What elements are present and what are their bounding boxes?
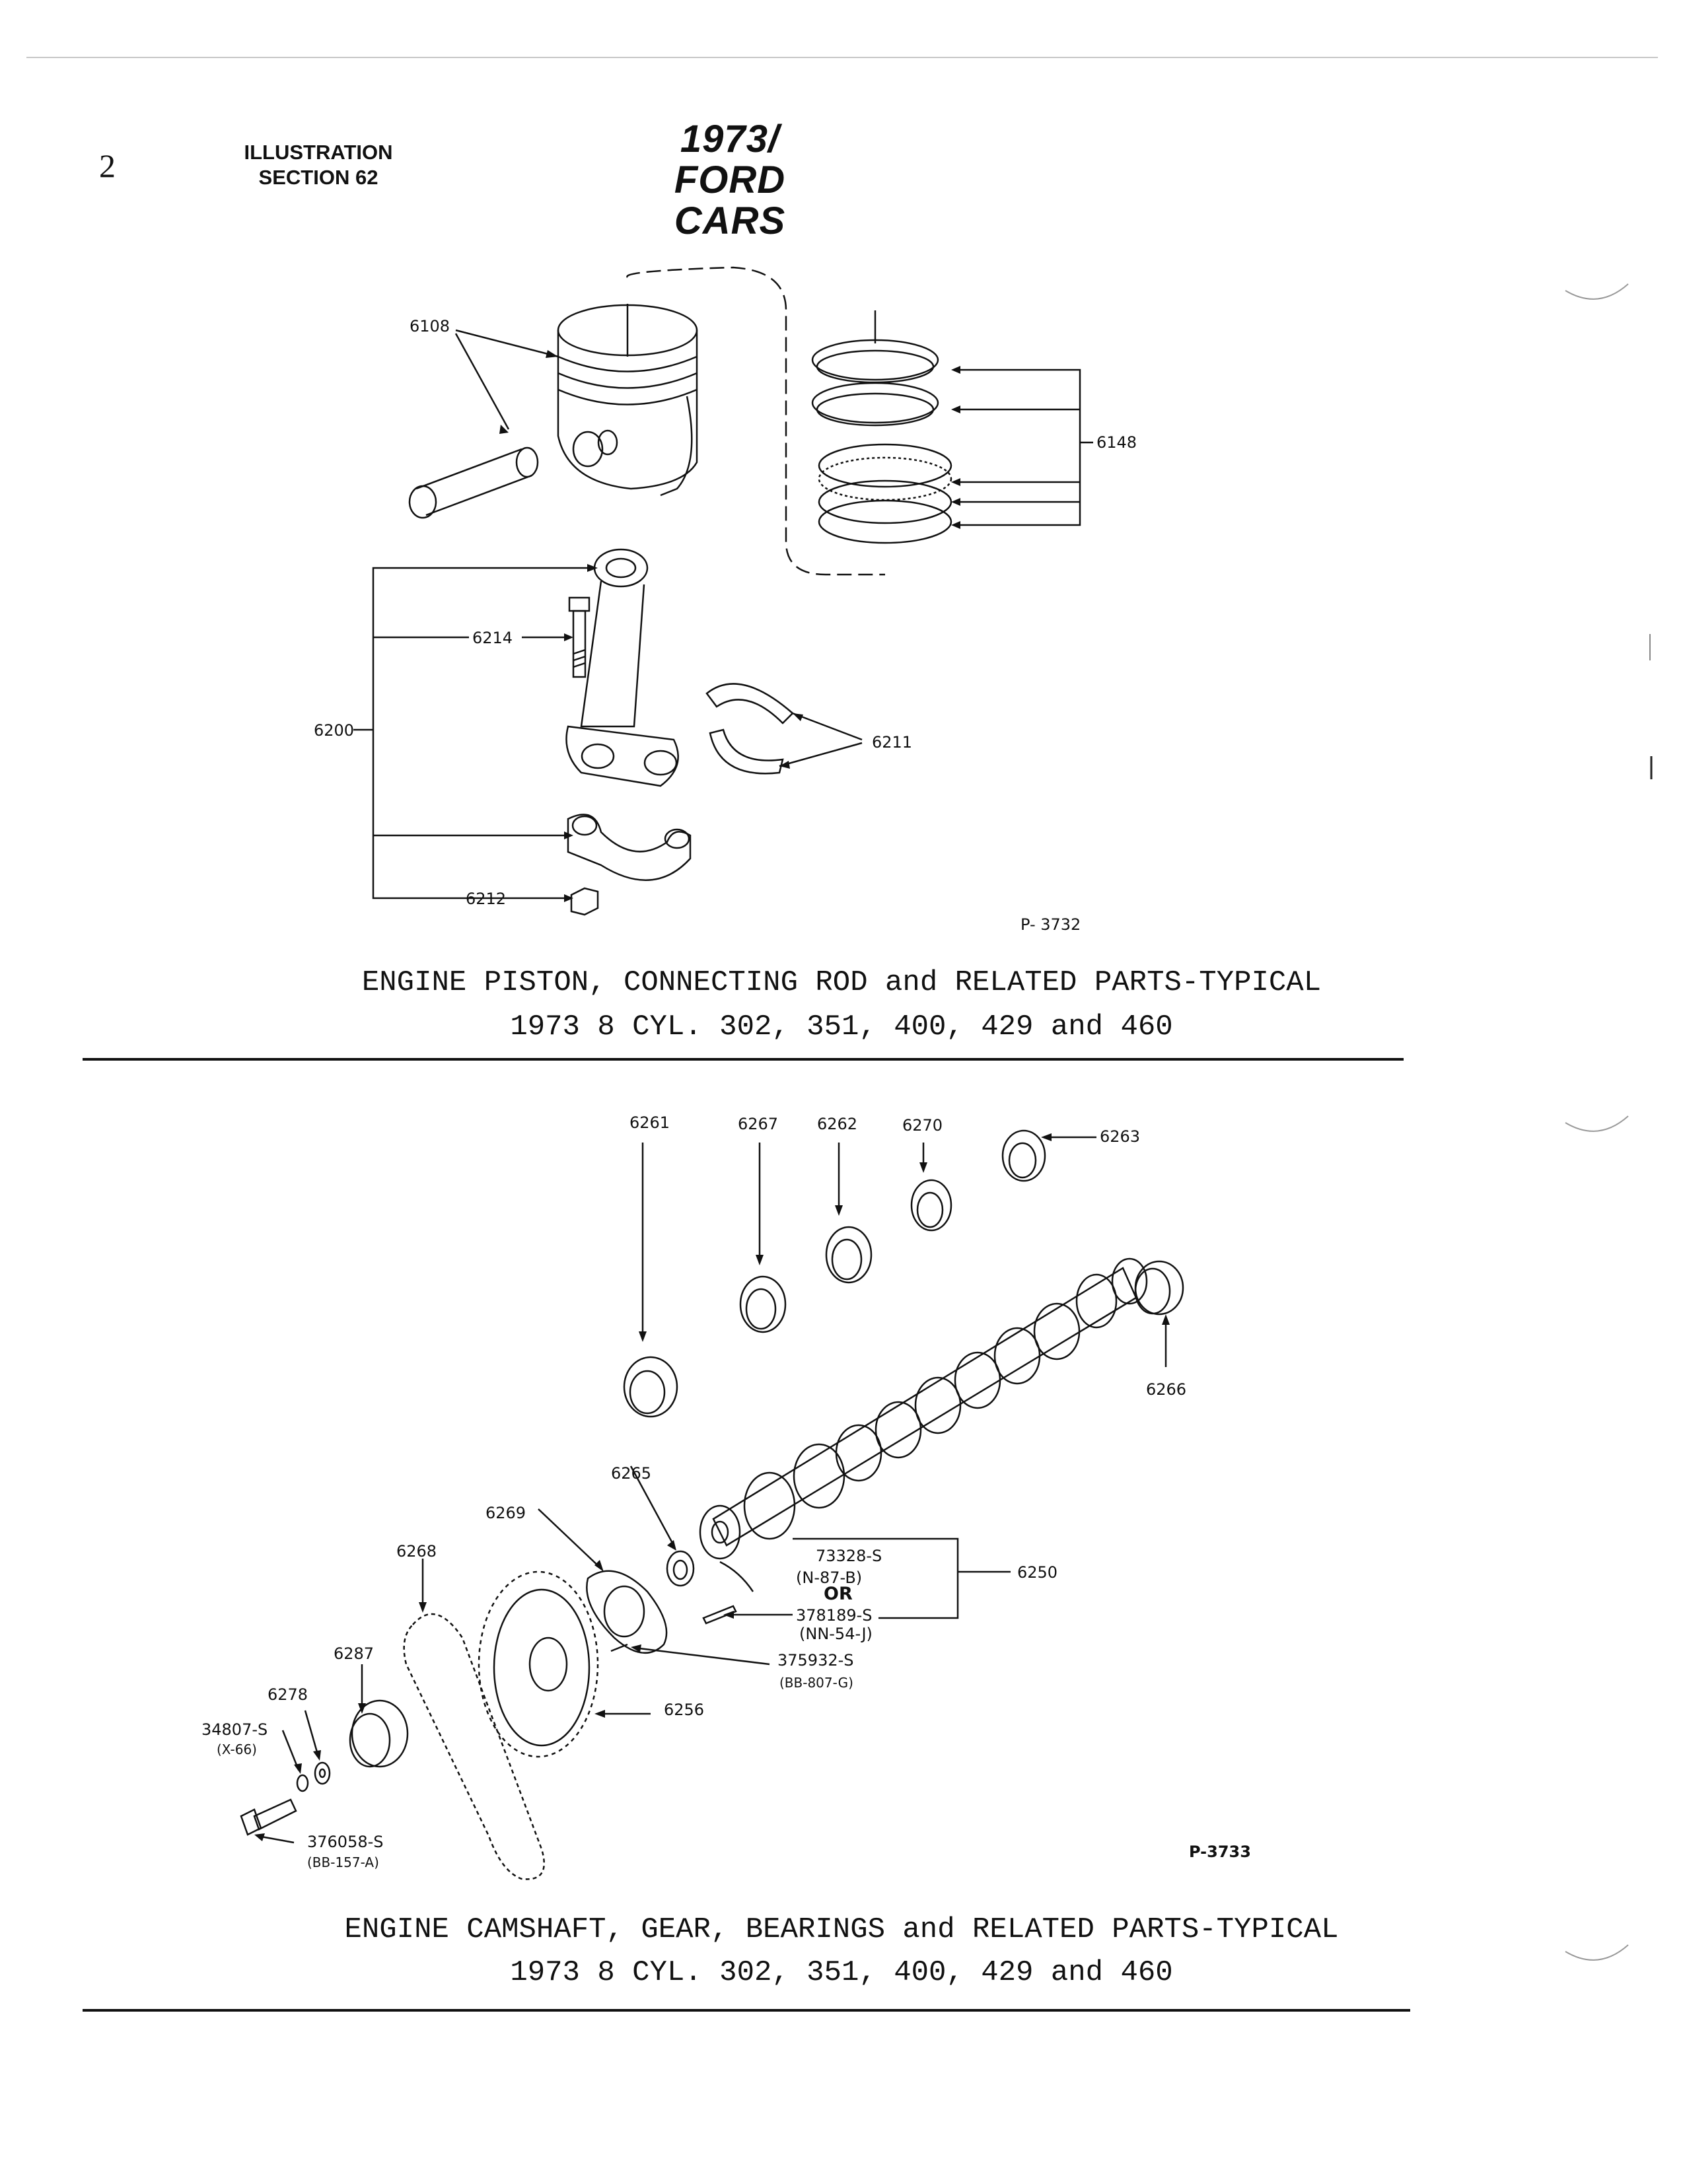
- thrust-plate-screw-drawing: [611, 1644, 770, 1664]
- label-6261: 6261: [629, 1113, 670, 1132]
- fuel-pump-eccentric-drawing: [350, 1664, 408, 1767]
- wrist-pin-drawing: [410, 448, 538, 518]
- bolt-washer-drawing: [283, 1730, 308, 1791]
- label-x-66: (X-66): [217, 1742, 257, 1757]
- spacer-washer-drawing: [305, 1710, 330, 1784]
- cam-bearing-callout-lines: [639, 1133, 1096, 1342]
- connecting-rod-drawing: [567, 549, 678, 786]
- thrust-washer-drawing: [631, 1466, 694, 1586]
- cam-bearings-drawing: [624, 1131, 1045, 1417]
- label-6250: 6250: [1017, 1563, 1058, 1582]
- label-nn-54-j: (NN-54-J): [799, 1625, 873, 1643]
- figure2-reference: P-3733: [1189, 1843, 1251, 1861]
- title-year: 1973/: [680, 118, 780, 160]
- label-375932-s: 375932-S: [777, 1651, 854, 1670]
- label-34807-s: 34807-S: [201, 1720, 268, 1739]
- label-6212: 6212: [466, 890, 507, 908]
- label-6269: 6269: [485, 1504, 526, 1522]
- timing-chain-drawing: [404, 1559, 544, 1879]
- label-6108: 6108: [410, 317, 450, 335]
- label-6214: 6214: [472, 629, 513, 647]
- key-locator-line: [720, 1562, 753, 1592]
- label-6270: 6270: [902, 1116, 943, 1135]
- label-6148: 6148: [1096, 433, 1137, 452]
- rod-cap-drawing: [568, 814, 690, 880]
- cam-plug-drawing: [1135, 1261, 1183, 1367]
- piston-drawing: [558, 304, 697, 495]
- rod-assembly-callout-lines: [353, 564, 598, 902]
- label-6200: 6200: [314, 721, 355, 740]
- label-378189-s: 378189-S: [796, 1606, 873, 1625]
- figure1-divider: [83, 1058, 1404, 1061]
- thrust-plate-drawing: [538, 1509, 666, 1653]
- label-6278: 6278: [268, 1685, 308, 1704]
- sprocket-bolt-drawing: [241, 1800, 296, 1843]
- label-bb-157-a: (BB-157-A): [307, 1854, 379, 1870]
- label-bb-807-g: (BB-807-G): [779, 1675, 853, 1691]
- figure-piston-rod-diagram: [0, 0, 1683, 991]
- page-number: 2: [99, 147, 116, 184]
- figure1-caption-line2: 1973 8 CYL. 302, 351, 400, 429 and 460: [510, 1010, 1173, 1043]
- label-376058-s: 376058-S: [307, 1833, 384, 1851]
- label-6211: 6211: [872, 733, 913, 752]
- figure2-caption-line1: ENGINE CAMSHAFT, GEAR, BEARINGS and RELATED PARTS-TYPICAL: [344, 1913, 1339, 1946]
- label-73328-s: 73328-S: [816, 1547, 882, 1565]
- piston-callout-lines: [456, 330, 558, 434]
- label-6256: 6256: [664, 1701, 705, 1719]
- camshaft-drawing: [700, 1259, 1147, 1559]
- binder-holes: [1552, 198, 1683, 2047]
- cam-sprocket-drawing: [479, 1572, 651, 1757]
- rings-callout-lines: [951, 366, 1093, 529]
- section-label: SECTION 62: [258, 166, 378, 189]
- label-6262: 6262: [817, 1115, 858, 1133]
- label-6263: 6263: [1100, 1127, 1141, 1146]
- label-6267: 6267: [738, 1115, 779, 1133]
- label-6266: 6266: [1146, 1380, 1187, 1399]
- title-make: FORD CARS: [674, 159, 786, 242]
- figure2-divider: [83, 2009, 1410, 2012]
- illustration-label: ILLUSTRATION: [244, 141, 393, 164]
- figure-camshaft-diagram: [0, 1070, 1683, 1961]
- figure1-reference: P- 3732: [1021, 915, 1081, 934]
- label-6265: 6265: [611, 1464, 652, 1483]
- figure1-caption-line1: ENGINE PISTON, CONNECTING ROD and RELATED PARTS-TYPICAL: [361, 966, 1322, 999]
- label-n-87-b: (N-87-B): [796, 1568, 863, 1587]
- rod-bearings-drawing: [707, 684, 793, 773]
- label-or: OR: [824, 1584, 853, 1604]
- figure2-caption-line2: 1973 8 CYL. 302, 351, 400, 429 and 460: [510, 1956, 1173, 1989]
- label-6287: 6287: [334, 1644, 375, 1663]
- rod-nut-drawing: [571, 888, 598, 915]
- bearings-callout-lines: [779, 713, 862, 769]
- label-6268: 6268: [396, 1542, 437, 1561]
- piston-rings-drawing: [812, 310, 951, 543]
